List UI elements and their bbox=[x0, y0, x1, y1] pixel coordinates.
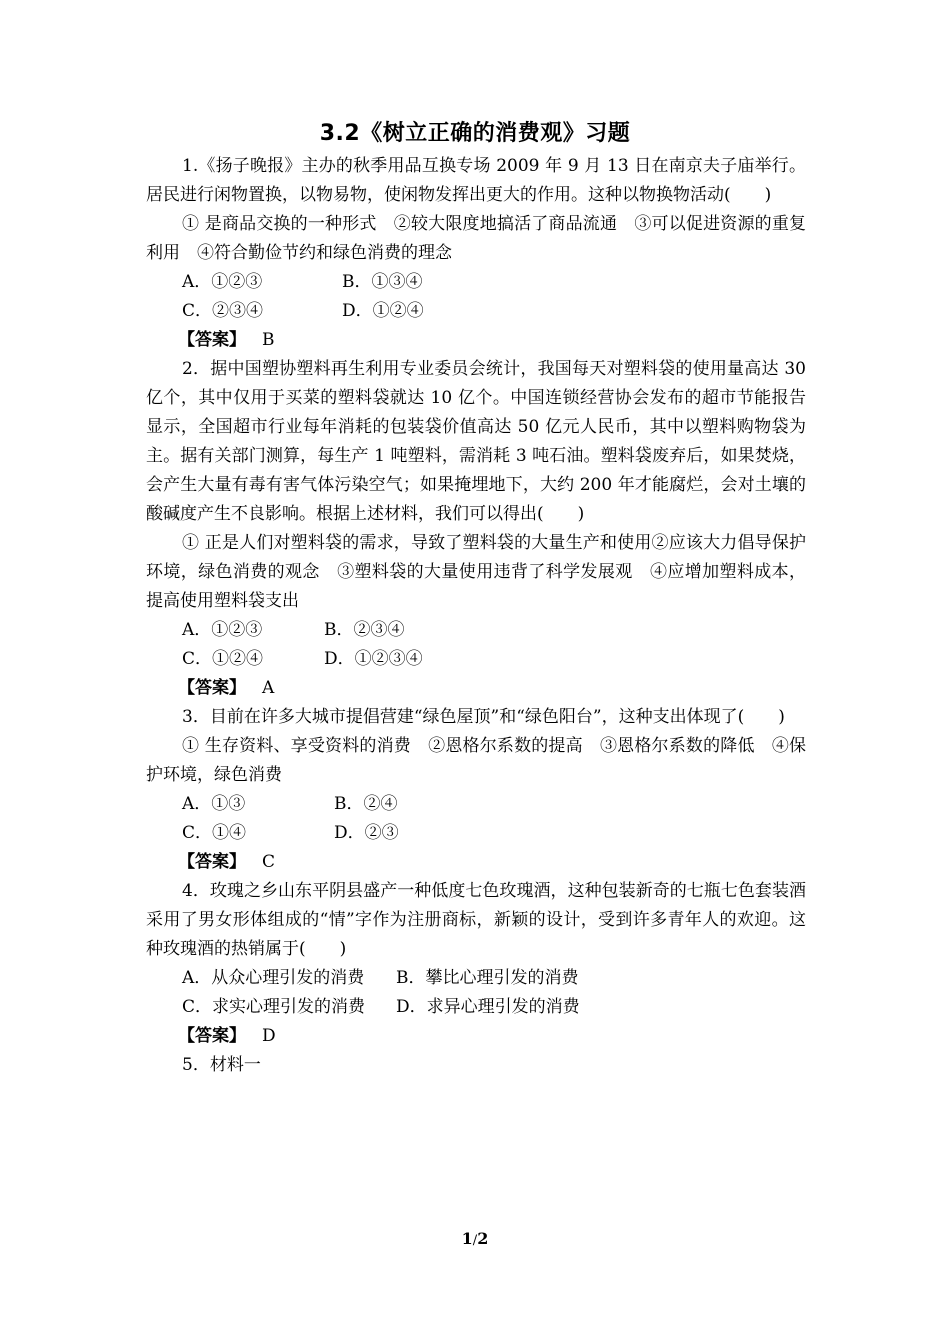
q2-option-d: D．①②③④ bbox=[324, 649, 423, 669]
q1-items: ① 是商品交换的一种形式 ②较大限度地搞活了商品流通 ③可以促进资源的重复利用 ④符合勤俭节约和绿色消费的理念 bbox=[146, 214, 806, 263]
q1-answer-line bbox=[146, 326, 806, 355]
page-separator: / bbox=[472, 1233, 478, 1248]
q2-stem: 2．据中国塑协塑料再生利用专业委员会统计，我国每天对塑料袋的使用量高达 30 亿个，其中仅用于买菜的塑料袋就达 10 亿个。中国连锁经营协会发布的超市节能报告显示，全国超市行业每年消耗的包装袋价值高达 50 亿元人民币，其中以塑料购物袋为主。据有关部门测算，每生产 1 吨塑料，需消耗 3 吨石油。塑料袋废弃后，如果焚烧，会产生大量有毒有害气体污染空气；如果掩埋地下，大约 200 年才能腐烂，会对土壤的酸碱度产生不良影响。根据上述材料，我们可以得出( ) bbox=[146, 359, 806, 524]
q2-answer: A bbox=[262, 678, 275, 698]
q3-options-row-1 bbox=[146, 790, 806, 819]
q4-stem: 4．玫瑰之乡山东平阴县盛产一种低度七色玫瑰酒，这种包装新奇的七瓶七色套装酒采用了男女形体组成的“情”字作为注册商标，新颖的设计，受到许多青年人的欢迎。这种玫瑰酒的热销属于( ) bbox=[146, 881, 806, 959]
document-title: 3.2《树立正确的消费观》习题 bbox=[319, 121, 631, 146]
q4-options-row-1 bbox=[146, 964, 806, 993]
q5-stem: 5．材料一 bbox=[182, 1055, 261, 1075]
q3-answer-line bbox=[146, 848, 806, 877]
answer-tag: 【答案】 bbox=[178, 678, 246, 698]
q2-option-a: A．①②③ bbox=[182, 620, 263, 640]
q4-answer: D bbox=[262, 1026, 276, 1046]
q3-stem: 3．目前在许多大城市提倡营建“绿色屋顶”和“绿色阳台”，这种支出体现了( ) bbox=[182, 707, 785, 727]
q1-option-a: A．①②③ bbox=[182, 272, 263, 292]
q1-answer: B bbox=[262, 330, 275, 350]
answer-tag: 【答案】 bbox=[178, 1026, 246, 1046]
q2-options-row-1 bbox=[146, 616, 806, 645]
page-total: 2 bbox=[477, 1229, 489, 1248]
page-number bbox=[0, 1229, 950, 1248]
q3-option-b: B．②④ bbox=[334, 794, 398, 814]
q1-option-d: D．①②④ bbox=[342, 301, 424, 321]
q4-answer-line bbox=[146, 1022, 806, 1051]
q4-option-c: C．求实心理引发的消费 bbox=[182, 997, 366, 1017]
q3-answer: C bbox=[262, 852, 276, 872]
q3-option-a: A．①③ bbox=[182, 794, 246, 814]
document-body bbox=[146, 152, 806, 1080]
q4-option-d: D．求异心理引发的消费 bbox=[396, 997, 580, 1017]
q3-options-row-2 bbox=[146, 819, 806, 848]
q4-options-row-2 bbox=[146, 993, 806, 1022]
page-current: 1 bbox=[461, 1229, 473, 1248]
q1-option-c: C．②③④ bbox=[182, 301, 264, 321]
q2-answer-line bbox=[146, 674, 806, 703]
q1-stem: 1.《扬子晚报》主办的秋季用品互换专场 2009 年 9 月 13 日在南京夫子庙举行。居民进行闲物置换，以物易物，使闲物发挥出更大的作用。这种以物换物活动( ) bbox=[146, 156, 806, 205]
q3-option-d: D．②③ bbox=[334, 823, 399, 843]
q2-option-b: B．②③④ bbox=[324, 620, 405, 640]
answer-tag: 【答案】 bbox=[178, 330, 246, 350]
q3-option-c: C．①④ bbox=[182, 823, 247, 843]
answer-tag: 【答案】 bbox=[178, 852, 246, 872]
q1-option-b: B．①③④ bbox=[342, 272, 423, 292]
q1-options-row-2 bbox=[146, 297, 806, 326]
q3-items: ① 生存资料、享受资料的消费 ②恩格尔系数的提高 ③恩格尔系数的降低 ④保护环境，绿色消费 bbox=[146, 736, 806, 785]
q1-options-row-1 bbox=[146, 268, 806, 297]
q4-option-a: A．从众心理引发的消费 bbox=[182, 968, 365, 988]
q2-options-row-2 bbox=[146, 645, 806, 674]
q4-option-b: B．攀比心理引发的消费 bbox=[396, 968, 579, 988]
q2-items: ① 正是人们对塑料袋的需求，导致了塑料袋的大量生产和使用②应该大力倡导保护环境，绿色消费的观念 ③塑料袋的大量使用违背了科学发展观 ④应增加塑料成本，提高使用塑料袋支出 bbox=[146, 533, 806, 611]
q2-option-c: C．①②④ bbox=[182, 649, 264, 669]
